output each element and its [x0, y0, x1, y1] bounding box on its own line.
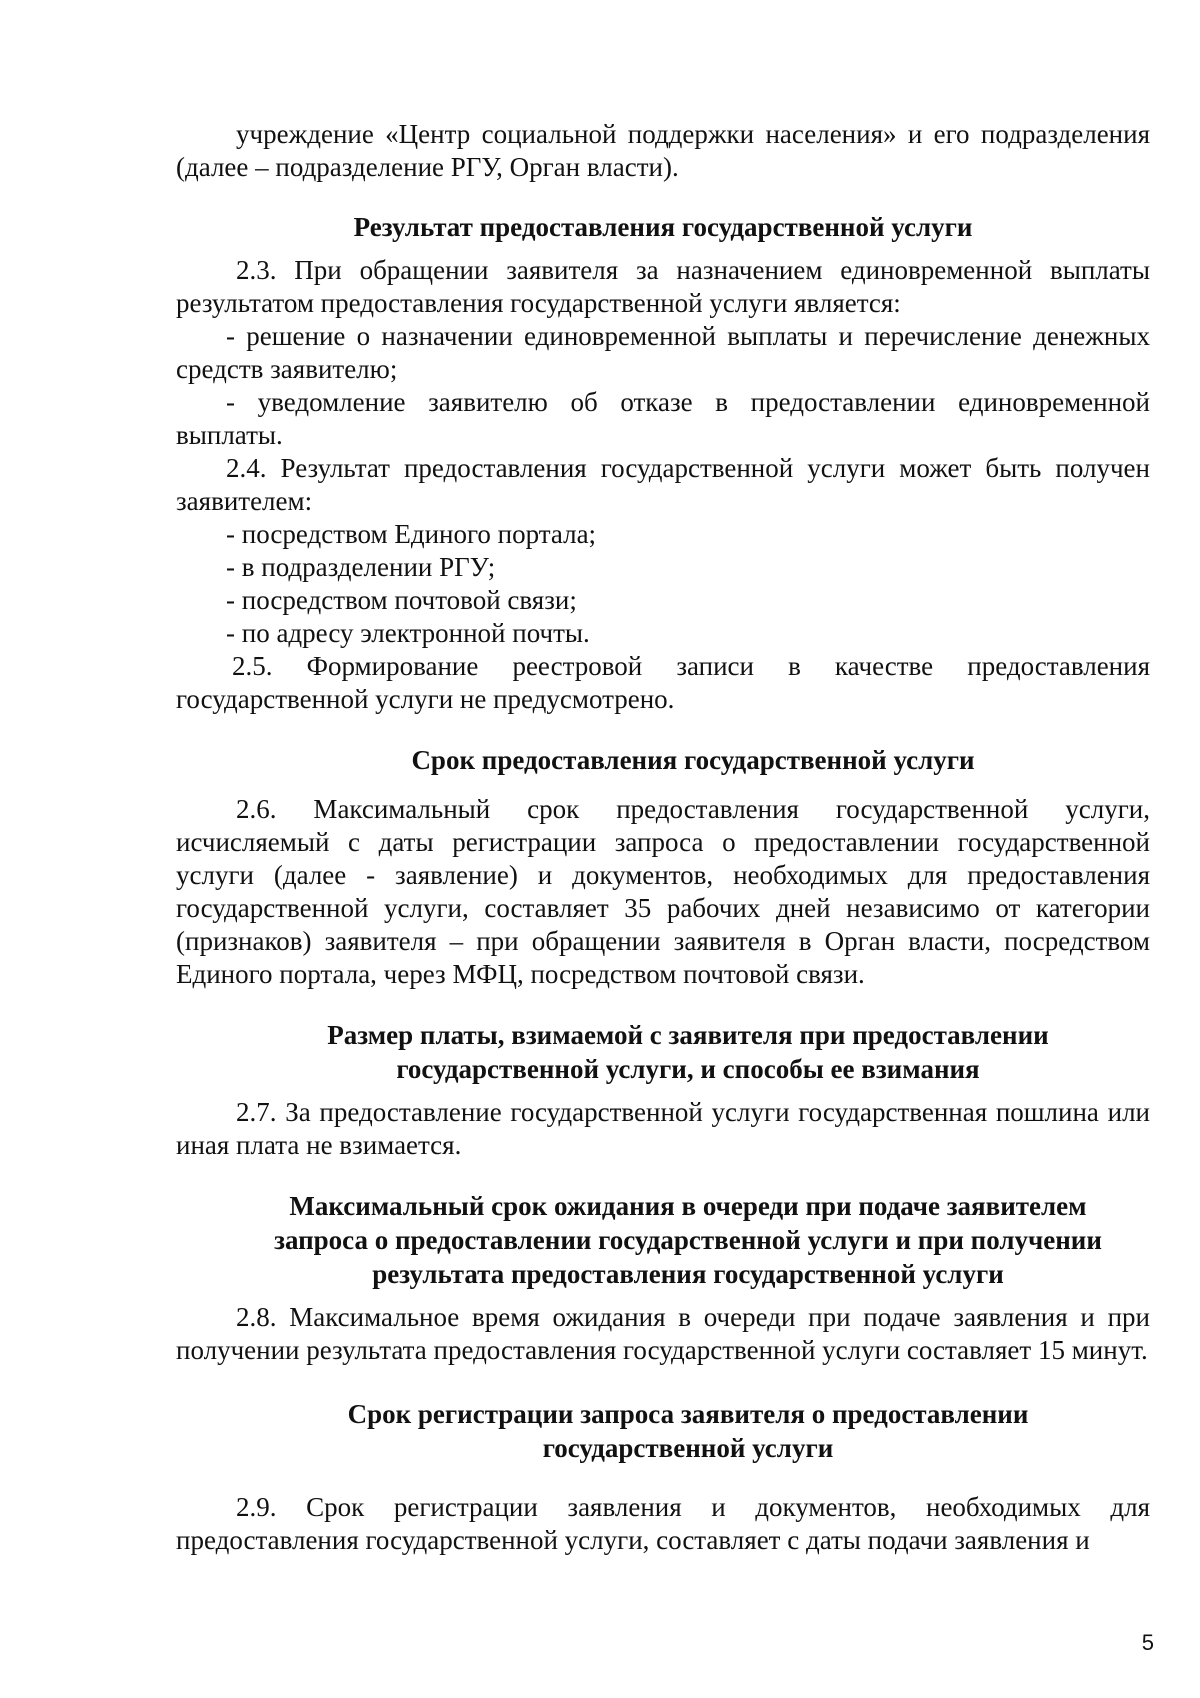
- paragraph-2-5: 2.5. Формирование реестровой записи в качестве предоставления государственной услуги не предусмотрено.: [176, 651, 1150, 714]
- list-item-portal: - посредством Единого портала;: [226, 519, 597, 549]
- list-item-rgu: - в подразделении РГУ;: [226, 552, 496, 582]
- intro-paragraph: учреждение «Центр социальной поддержки населения» и его подразделения (далее – подразделение РГУ, Орган власти).: [176, 119, 1150, 182]
- list-item-email: - по адресу электронной почты.: [226, 618, 590, 648]
- section-heading-result: [176, 210, 1150, 244]
- list-item-post: - посредством почтовой связи;: [226, 585, 577, 615]
- heading-line: Максимальный срок ожидания в очереди при подаче заявителем: [289, 1191, 1087, 1221]
- section-heading-registration: [176, 1397, 1150, 1465]
- paragraph-2-7: 2.7. За предоставление государственной услуги государственная пошлина или иная плата не взимается.: [176, 1097, 1150, 1160]
- document-body: [176, 118, 1150, 1557]
- heading-line: государственной услуги: [542, 1433, 834, 1463]
- section-heading-fee: [176, 1018, 1150, 1086]
- paragraph-2-9: 2.9. Срок регистрации заявления и документов, необходимых для предоставления государственной услуги, составляет с даты подачи заявления и: [176, 1492, 1150, 1555]
- heading-line: Результат предоставления государственной услуги: [353, 212, 973, 242]
- section-heading-queue: [176, 1189, 1150, 1291]
- paragraph-2-4: 2.4. Результат предоставления государственной услуги может быть получен заявителем:: [176, 453, 1150, 516]
- heading-line: Срок предоставления государственной услуги: [411, 745, 975, 775]
- paragraph-2-6: 2.6. Максимальный срок предоставления государственной услуги, исчисляемый с даты регистрации запроса о предоставлении государственной услуги (далее - заявление) и документов, необходимых для предоставления государственной услуги, составляет 35 рабочих дней независимо от категории (признаков) заявителя – при обращении заявителя в Орган власти, посредством Единого портала, через МФЦ, посредством почтовой связи.: [176, 794, 1150, 989]
- paragraph-2-3: 2.3. При обращении заявителя за назначением единовременной выплаты результатом предоставления государственной услуги является:: [176, 255, 1150, 318]
- heading-line: Срок регистрации запроса заявителя о предоставлении: [347, 1399, 1029, 1429]
- heading-line: государственной услуги, и способы ее взимания: [396, 1054, 980, 1084]
- heading-line: результата предоставления государственной услуги: [372, 1259, 1004, 1289]
- section-heading-term: [176, 743, 1150, 777]
- list-item-decision: - решение о назначении единовременной выплаты и перечисление денежных средств заявителю;: [176, 321, 1150, 384]
- page-number: 5: [1141, 1630, 1154, 1655]
- paragraph-2-8: 2.8. Максимальное время ожидания в очереди при подаче заявления и при получении результата предоставления государственной услуги составляет 15 минут.: [176, 1302, 1150, 1365]
- heading-line: запроса о предоставлении государственной услуги и при получении: [274, 1225, 1102, 1255]
- heading-line: Размер платы, взимаемой с заявителя при предоставлении: [327, 1020, 1049, 1050]
- list-item-refusal-notice: - уведомление заявителю об отказе в предоставлении единовременной выплаты.: [176, 387, 1150, 450]
